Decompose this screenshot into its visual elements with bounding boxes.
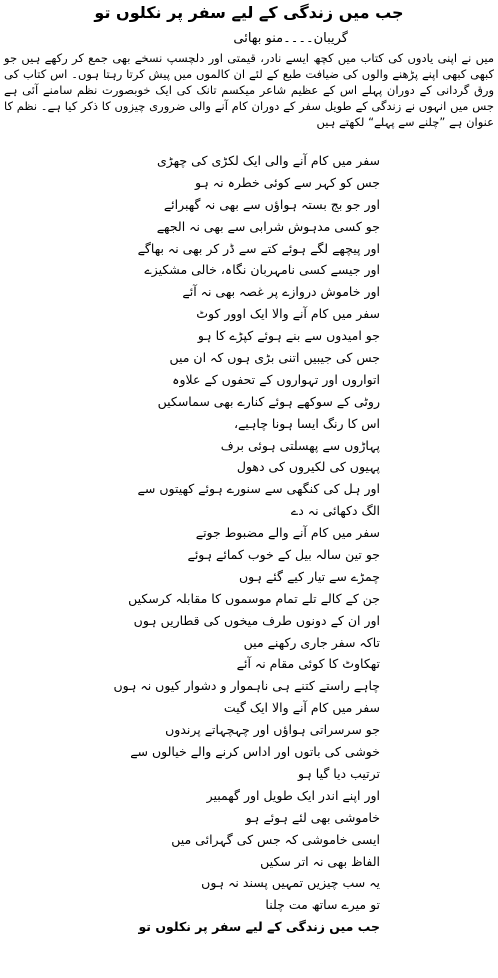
poem-line: جس کو کہر سے کوئی خطرہ نہ ہو xyxy=(195,174,380,190)
poem-line: جو امیدوں سے بنے ہوئے کپڑے کا ہو xyxy=(197,328,380,344)
poem-line: الفاظ بھی نہ اتر سکیں xyxy=(260,853,380,869)
poem-line: اور ان کے دونوں طرف میخوں کی قطاریں ہوں xyxy=(133,612,380,628)
poem-line: تھکاوٹ کا کوئی مقام نہ آئے xyxy=(236,656,380,672)
poem-line: تو میرے ساتھ مت چلنا xyxy=(265,897,380,913)
poem-line: پہیوں کی لکیروں کی دھول xyxy=(236,459,380,475)
poem-line: اور پیچھے لگے ہوئے کتے سے ڈر کر بھی نہ بھاگے xyxy=(137,240,380,256)
poem-line: سفر میں کام آنے والی ایک لکڑی کی چھڑی xyxy=(156,153,380,168)
intro-paragraph: میں نے اپنی یادوں کی کتاب میں کچھ ایسے نادر، قیمتی اور دلچسپ نسخے بھی جمع کر رکھے ہیں جو کبھی کبھی اپنے پڑھنے والوں کی ضیافت طبع کے لئے ان کالموں میں پیش کرتا رہتا ہوں۔ اس کتاب کی ورق گردانی کے دوران پہلے اس کے عظیم شاعر میکسم تانک کی ایک خوبصورت نظم سامنے آئی ہے جس میں انہوں نے زندگی کے طویل سفر کے دوران کام آنے والی ضروری چیزوں کا ذکر کیا ہے۔ نظم کا عنوان ہے ”چلنے سے پہلے“ لکھتے ہیں xyxy=(4,51,494,129)
poem-line: اور جو بج بستہ ہواؤں سے بھی نہ گھبرائے xyxy=(163,196,380,212)
poem-line: ایسی خاموشی کہ جس کی گہرائی میں xyxy=(171,831,380,847)
poem-line: جن کے کالے تلے تمام موسموں کا مقابلہ کرسکیں xyxy=(128,590,380,606)
poem-line: تاکہ سفر جاری رکھنے میں xyxy=(243,634,380,650)
poem-line: سفر میں کام آنے والا ایک اوور کوٹ xyxy=(196,306,380,322)
poem-line: الگ دکھائی نہ دے xyxy=(290,503,380,519)
poem-line: چاہے راستے کتنے ہی ناہموار و دشوار کیوں نہ ہوں xyxy=(113,678,380,694)
article-title: جب میں زندگی کے لیے سفر پر نکلوں تو xyxy=(94,3,404,22)
poem-line: اس کا رنگ ایسا ہونا چاہیے، xyxy=(233,415,380,431)
poem-line: روٹی کے سوکھے ہوئے کنارے بھی سماسکیں xyxy=(157,393,380,409)
poem-line: اتواروں اور تہواروں کے تحفوں کے علاوہ xyxy=(172,371,380,387)
poem-line: اور ہل کی کنگھی سے سنورے ہوئے کھیتوں سے xyxy=(137,481,380,497)
poem-line: جس کی جیبیں اتنی بڑی ہوں کہ ان میں xyxy=(169,350,380,366)
poem-line: جو کسی مدہوش شرابی سے بھی نہ الجھے xyxy=(156,218,380,234)
poem-line: جو تین سالہ بیل کے خوب کمائے ہوئے xyxy=(187,547,380,563)
poem-line: چمڑے سے تیار کیے گئے ہوں xyxy=(239,568,380,584)
article-byline: گریبان۔۔۔۔منو بھائی xyxy=(233,31,348,46)
poem-line: یہ سب چیزیں تمہیں پسند نہ ہوں xyxy=(201,875,380,891)
poem-line: سفر میں کام آنے والے مضبوط جوتے xyxy=(195,525,380,541)
poem xyxy=(0,150,498,938)
poem-line: پہاڑوں سے پھسلتی ہوئی برف xyxy=(220,437,380,453)
poem-line: خوشی کی باتوں اور اداس کرنے والے خیالوں سے xyxy=(130,744,380,760)
poem-line: خاموشی بھی لئے ہوئے ہو xyxy=(245,809,380,825)
poem-line: جب میں زندگی کے لیے سفر پر نکلوں تو xyxy=(138,919,380,935)
poem-line: اور جیسے کسی نامہربان نگاہ، خالی مشکیزے xyxy=(144,262,380,278)
poem-line: اور خاموش دروازے پر غصہ بھی نہ آئے xyxy=(182,284,380,300)
poem-line: سفر میں کام آنے والا ایک گیت xyxy=(223,700,380,716)
poem-line: جو سرسراتی ہواؤں اور چہچہاتے پرندوں xyxy=(165,722,380,738)
poem-line: ترتیب دیا گیا ہو xyxy=(298,765,380,781)
poem-line: اور اپنے اندر ایک طویل اور گھمبیر xyxy=(206,787,380,803)
